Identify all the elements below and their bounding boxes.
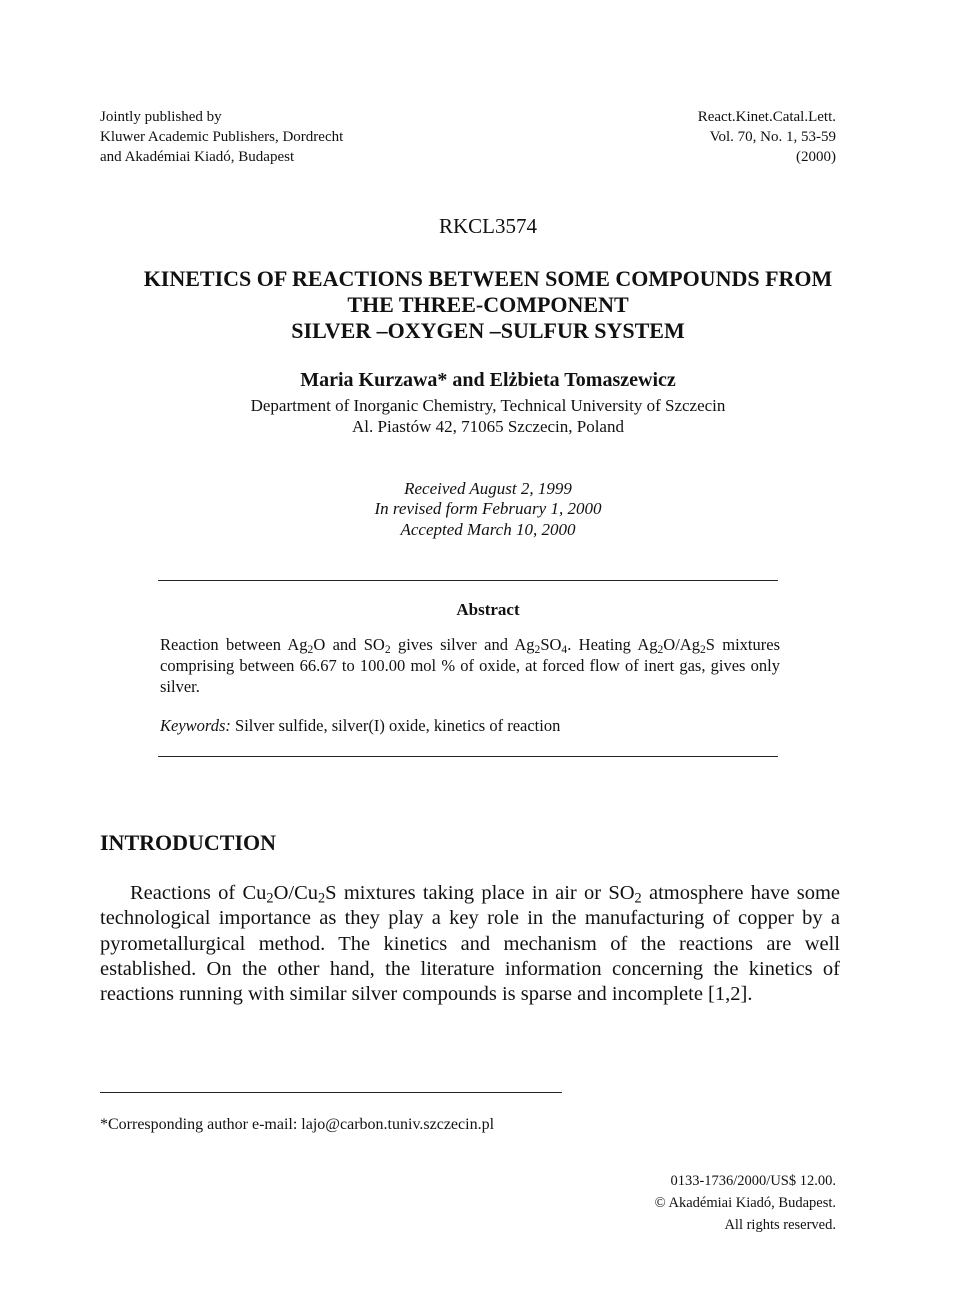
introduction-paragraph: Reactions of $Cu_2O/Cu_2S$ mixtures taking place in air or $SO_2$ atmosphere have some technological importance as they play a key role in the manufacturing of copper by a pyrometallurgical method. The kinetics and mechanism of the reactions are well established. On the other hand, the literature information concerning the kinetics of reactions running with similar silver compounds is sparse and incomplete [1,2]. [100, 882, 840, 1006]
journal-citation [698, 107, 836, 167]
copyright-notice: © Akadémiai Kiadó, Budapest. [654, 1195, 836, 1211]
document-id: RKCL3574 [438, 214, 537, 238]
divider [158, 756, 778, 757]
keywords-label: Keywords: [160, 716, 231, 735]
accepted-date: Accepted March 10, 2000 [400, 520, 576, 539]
paper-title [0, 266, 976, 344]
title-line: THE THREE-COMPONENT [347, 292, 629, 317]
abstract-heading: Abstract [456, 600, 520, 619]
corresponding-author-footnote: *Corresponding author e-mail: lajo@carbon.tuniv.szczecin.pl [100, 1116, 495, 1133]
keywords [160, 716, 560, 736]
publisher-line: Kluwer Academic Publishers, Dordrecht [100, 129, 344, 145]
rights-reserved: All rights reserved. [724, 1217, 836, 1233]
issn-price: 0133-1736/2000/US$ 12.00. [670, 1173, 836, 1189]
affiliation-line: Al. Piastów 42, 71065 Szczecin, Poland [352, 417, 624, 436]
affiliation-line: Department of Inorganic Chemistry, Technical University of Szczecin [250, 396, 726, 415]
revised-date: In revised form February 1, 2000 [374, 499, 602, 518]
keywords-text: Silver sulfide, silver(I) oxide, kinetics of reaction [230, 716, 561, 735]
title-line: KINETICS OF REACTIONS BETWEEN SOME COMPOUNDS FROM [143, 266, 833, 291]
publisher-line: Jointly published by [100, 109, 222, 125]
publisher-info [100, 107, 343, 167]
footnote-divider [100, 1092, 562, 1093]
publisher-line: and Akadémiai Kiadó, Budapest [100, 149, 295, 165]
section-heading-introduction: INTRODUCTION [100, 830, 277, 855]
journal-line: (2000) [796, 149, 836, 165]
abstract-text: Reaction between $Ag_2O$ and $SO_2$ gives silver and $Ag_2SO_4$. Heating $Ag_2O/Ag_2S$ mixtures comprising between 66.67 to 100.00 mol % of oxide, at forced flow of inert gas, gives only silver. [160, 635, 780, 696]
copyright-block [655, 1170, 836, 1236]
received-date: Received August 2, 1999 [404, 479, 572, 498]
authors: Maria Kurzawa* and Elżbieta Tomaszewicz [300, 369, 676, 391]
journal-line: Vol. 70, No. 1, 53-59 [709, 129, 836, 145]
divider [158, 580, 778, 581]
title-line: SILVER –OXYGEN –SULFUR SYSTEM [291, 318, 685, 343]
journal-line: React.Kinet.Catal.Lett. [697, 109, 836, 125]
